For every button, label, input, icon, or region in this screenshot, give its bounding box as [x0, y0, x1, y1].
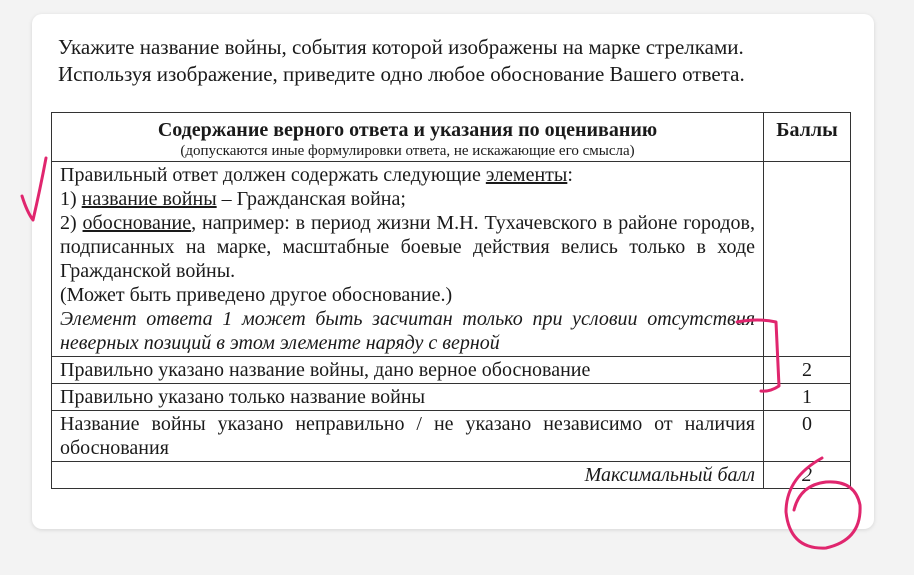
answer-cell — [52, 162, 764, 357]
header-title: Содержание верного ответа и указания по оцениванию — [157, 119, 658, 141]
item-2-number: 2) — [60, 212, 83, 234]
question-text — [58, 34, 858, 88]
item-1-term: название войны — [81, 188, 217, 210]
answer-intro-underlined: элементы — [485, 164, 568, 186]
item-1-number: 1) — [60, 188, 82, 210]
score-row-1 — [52, 384, 851, 411]
answer-intro-text: Правильный ответ должен содержать следующие — [60, 164, 486, 186]
header-row — [52, 113, 851, 162]
answer-intro-colon: : — [567, 164, 573, 186]
answer-item-2 — [60, 211, 755, 283]
answer-row — [52, 162, 851, 357]
answer-italic-note: Элемент ответа 1 может быть засчитан только при условии отсутствия неверных позиций в этом элементе наряду с верной — [60, 308, 755, 354]
score-row-2 — [52, 357, 851, 384]
header-points: Баллы — [764, 113, 851, 162]
item-2-text: , например: в период жизни М.Н. Тухачевского в районе городов, подписанных на марке, масштабные боевые действия велись только в ходе Гражданской войны. — [60, 212, 755, 282]
answer-points-cell — [764, 162, 851, 357]
score-row-1-points: 1 — [764, 384, 851, 411]
question-line-2: Используя изображение, приведите одно любое обоснование Вашего ответа. — [58, 62, 745, 86]
max-score-row — [52, 462, 851, 489]
score-row-0 — [52, 411, 851, 462]
item-1-text: – Гражданская война; — [216, 188, 406, 210]
question-line-1: Укажите название войны, события которой изображены на марке стрелками. — [58, 35, 744, 59]
header-content-cell — [52, 113, 764, 162]
max-score-points: 2 — [764, 462, 851, 489]
grading-table — [51, 112, 851, 489]
score-row-1-text: Правильно указано только название войны — [52, 384, 764, 411]
score-row-2-text: Правильно указано название войны, дано верное обоснование — [52, 357, 764, 384]
answer-item-1 — [60, 187, 755, 211]
answer-intro — [60, 163, 755, 187]
score-row-2-points: 2 — [764, 357, 851, 384]
score-row-0-text: Название войны указано неправильно / не указано независимо от наличия обоснования — [52, 411, 764, 462]
answer-note: (Может быть приведено другое обоснование.) — [60, 284, 453, 306]
score-row-0-points: 0 — [764, 411, 851, 462]
item-2-term: обоснование — [82, 212, 192, 234]
header-subtitle: (допускаются иные формулировки ответа, не искажающие его смысла) — [180, 143, 635, 159]
max-score-label: Максимальный балл — [52, 462, 764, 489]
